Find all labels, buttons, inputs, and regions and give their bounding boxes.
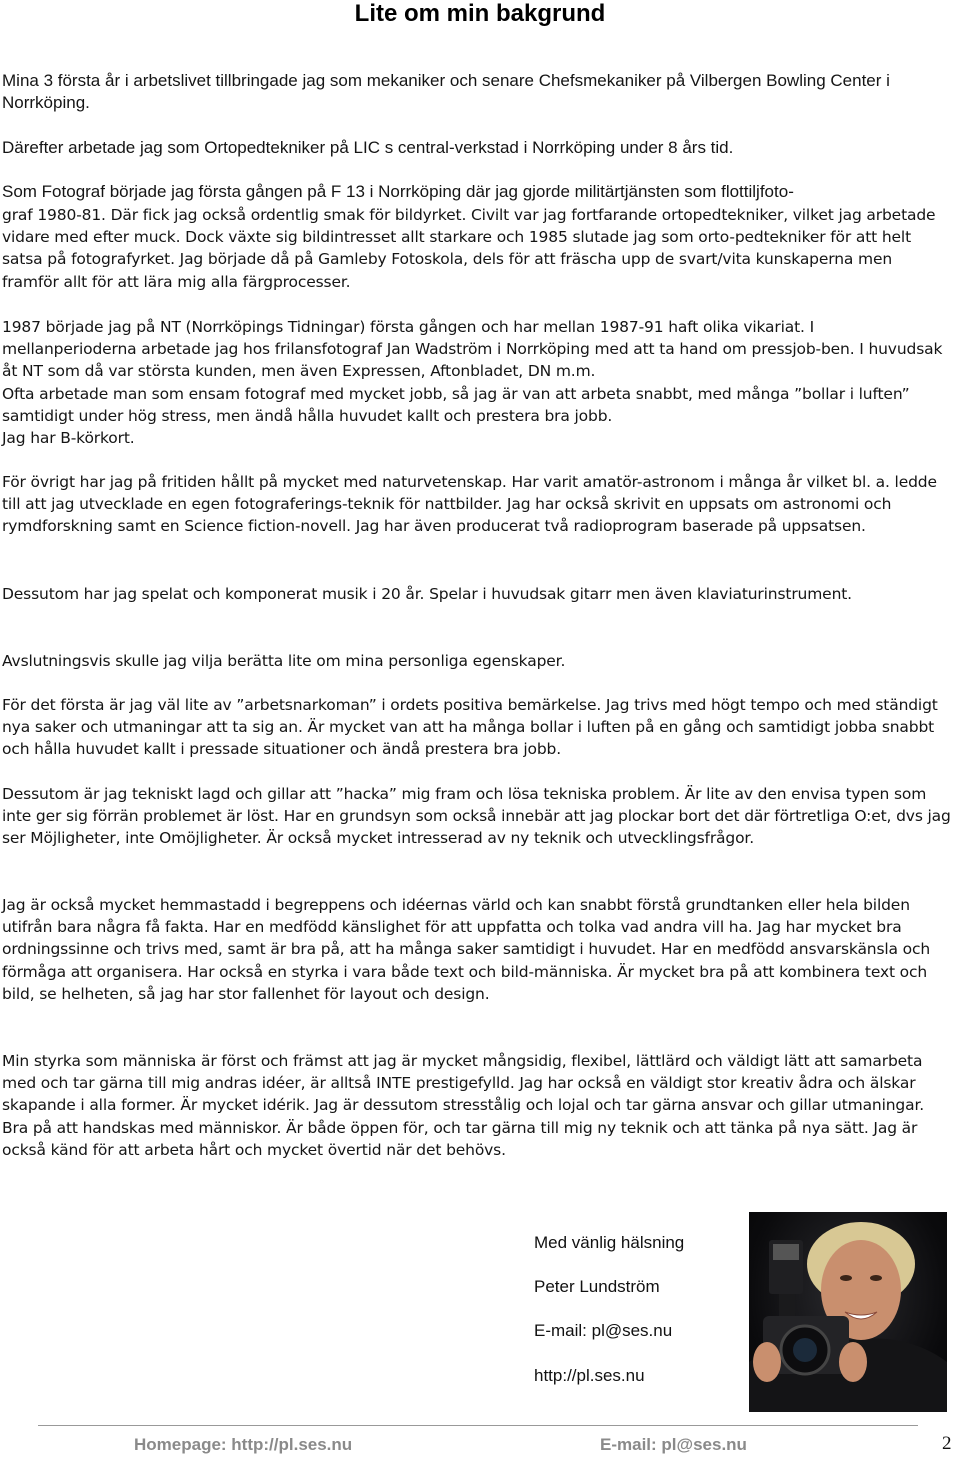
paragraph-teknik: Dessutom är jag tekniskt lagd och gillar att ”hacka” mig fram och lösa tekniska problem. Är lite av den envisa typen som inte ger sig förrän problemet är löst. Har en grundsyn som också innebär att jag plockar bort det där förtretliga O:et, dvs jag ser Möjligheter, inte Omöjligheter. Är också mycket intresserad av ny teknik och utvecklingsfrågor. — [2, 785, 951, 848]
signature-greeting: Med vänlig hälsning — [534, 1233, 685, 1252]
page-title: Lite om min bakgrund — [354, 0, 606, 27]
paragraph-nt: 1987 började jag på NT (Norrköpings Tidningar) första gången och har mellan 1987-91 haft olika vikariat. I mellanperioderna arbetade jag hos frilansfotograf Jan Wadström i Norrköping med att ta hand om pressjob-ben. I huvudsak åt NT som då var största kunden, men även Expressen, Aftonbladet, DN m.m. Ofta arbetade man som ensam fotograf med mycket jobb, så jag är van att arbeta snabbt, med många ”bollar i luften” samtidigt under hög stress, men ändå hålla huvudet kallt och prestera bra jobb. Jag har B-körkort. — [2, 318, 943, 448]
signature-name: Peter Lundström — [534, 1277, 660, 1296]
paragraph-fritid: För övrigt har jag på fritiden hållt på mycket med naturvetenskap. Har varit amatör-astronom i många år vilket bl. a. ledde till att jag utvecklade en egen fotograferings-teknik för nattbilder. Jag har också skrivit en uppsats om astronomi och rymdforskning samt en Science fiction-novell. Jag har även producerat två radioprogram baserade på uppsatsen. — [2, 473, 937, 536]
paragraph-ideer: Jag är också mycket hemmastadd i begreppens och idéernas värld och kan snabbt förstå grundtanken eller hela bilden utifrån bara några få fakta. Har en medfödd känslighet för att uppfatta och tolka vad andra vill ha. Jag har mycket bra ordningssinne och trivs med, samt är bra på, att ha många saker samtidigt i huvudet. Har en medfödd ansvarskänsla och förmåga att organisera. Har också en styrka i vara både text och bild-människa. Är mycket bra på att kombinera text och bild, se helheten, så jag har stor fallenhet för layout och design. — [2, 896, 931, 1003]
paragraph-bowling: Mina 3 första år i arbetslivet tillbringade jag som mekaniker och senare Chefsmekaniker på Vilbergen Bowling Center i Norrköping. — [2, 71, 890, 113]
paragraph-ortoped: Därefter arbetade jag som Ortopedtekniker på LIC s central-verkstad i Norrköping under 8 års tid. — [2, 138, 734, 157]
page-number: 2 — [942, 1433, 952, 1454]
portrait-photo — [749, 1212, 947, 1412]
footer-email[interactable]: E-mail: pl@ses.nu — [600, 1435, 747, 1454]
signature-email[interactable]: E-mail: pl@ses.nu — [534, 1321, 673, 1340]
footer-divider — [38, 1425, 918, 1426]
paragraph-fotograf: graf 1980-81. Där fick jag också ordentlig smak för bildyrket. Civilt var jag fortfarande ortopedtekniker, vilket jag arbetade vidare med efter muck. Dock växte sig bildintresset allt starkare och 1985 slutade jag som orto-pedtekniker för att helt satsa på fotografyrket. Jag började då på Gamleby Fotoskola, dels för att fräscha upp de svart/vita kunskaperna men framför allt för att lära mig alla färgprocesser. — [2, 206, 936, 291]
portrait-illustration — [749, 1212, 947, 1412]
paragraph-styrka: Min styrka som människa är först och främst att jag är mycket mångsidig, flexibel, lättlärd och väldigt lätt att samarbeta med och tar gärna till mig andras idéer, är alltså INTE prestigefylld. Jag har också en väldigt stor kreativ ådra och älskar skapande i alla former. Är mycket idérik. Jag är dessutom stresstålig och lojal och tar gärna ansvar och gillar utmaningar. Bra på att handskas med människor. Är både öppen för, och tar gärna till mig ny teknik och att tänka på nya sätt. Jag är också känd för att arbeta hårt och mycket övertid när det behövs. — [2, 1052, 925, 1159]
paragraph-avslutning: Avslutningsvis skulle jag vilja berätta lite om mina personliga egenskaper. — [2, 652, 566, 670]
paragraph-fotograf-start: Som Fotograf började jag första gången på F 13 i Norrköping där jag gjorde militärtjänsten som flottiljfoto- — [2, 182, 794, 201]
paragraph-musik: Dessutom har jag spelat och komponerat musik i 20 år. Spelar i huvudsak gitarr men även klaviaturinstrument. — [2, 585, 852, 603]
signature-web[interactable]: http://pl.ses.nu — [534, 1366, 645, 1385]
paragraph-arbetsnarkoman: För det första är jag väl lite av ”arbetsnarkoman” i ordets positiva bemärkelse. Jag trivs med högt tempo och med ständigt nya saker och utmaningar att ta sig an. Är mycket van att ha många bollar i luften på en gång och samtidigt jobba snabbt och hålla huvudet kallt i pressade situationer och ändå prestera bra jobb. — [2, 696, 938, 759]
footer-homepage[interactable]: Homepage: http://pl.ses.nu — [134, 1435, 353, 1454]
